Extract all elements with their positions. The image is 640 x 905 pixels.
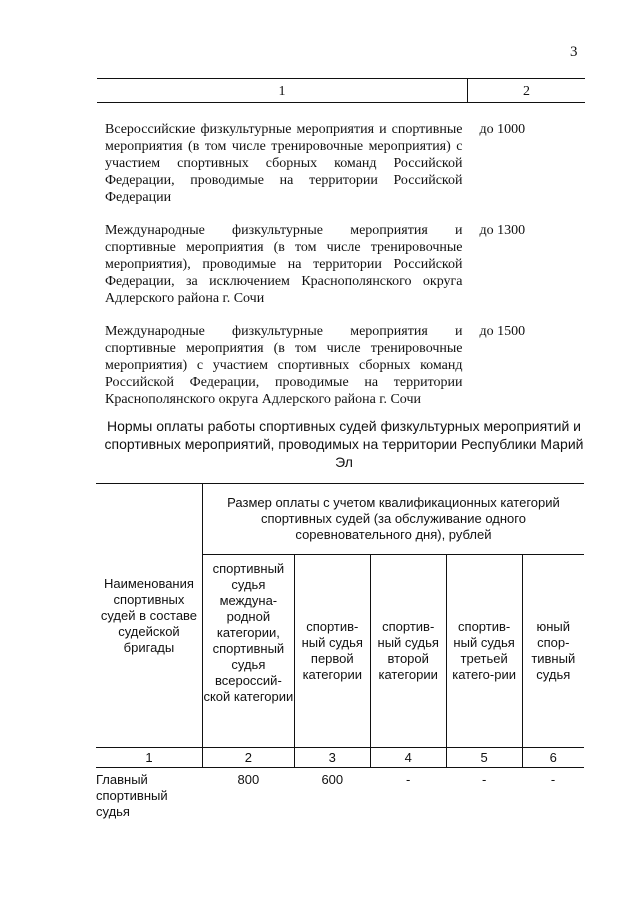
event-type-name: Международные физкультурные мероприятия и спортивные мероприятия (в том числе тренировочные мероприятия) с участием спортивных сборных команд Российской Федерации, проводимые на территории Краснополянского округа Адлерского района г. Сочи — [105, 324, 463, 407]
section-title: Нормы оплаты работы спортивных судей физкультурных мероприятий и спортивных мероприятий, проводимых на территории Республики Марий Эл — [104, 418, 584, 470]
event-type-value: до 1500 — [479, 324, 526, 339]
category-header-second: спортив-ный судья второй категории — [370, 555, 446, 748]
table-row — [96, 768, 584, 822]
column-number-row — [96, 748, 584, 768]
category-header-third: спортив-ный судья третьей катего-рии — [446, 555, 522, 748]
referee-name-header: Наименования спортивных судей в составе судейской бригады — [96, 484, 202, 748]
referee-rates-table — [96, 483, 584, 821]
category-header-first: спортив-ный судья первой категории — [294, 555, 370, 748]
rate-value: 800 — [237, 772, 260, 787]
column-number: 3 — [294, 748, 370, 768]
referee-role-name: Главный спортивный судья — [96, 772, 168, 819]
table-row — [97, 206, 585, 307]
column-number: 6 — [522, 748, 584, 768]
rate-value: - — [481, 772, 487, 787]
column-number: 2 — [202, 748, 294, 768]
column-number: 4 — [370, 748, 446, 768]
rate-value: - — [550, 772, 556, 787]
event-type-name: Всероссийские физкультурные мероприятия и спортивные мероприятия (в том числе тренировочные мероприятия) с участием спортивных сборных команд Российской Федерации, проводимые на территории Российской Федерации — [105, 122, 463, 205]
column-header-1: 1 — [97, 79, 468, 103]
event-type-value: до 1000 — [479, 122, 526, 137]
page-number: 3 — [570, 44, 578, 60]
event-type-value: до 1300 — [479, 223, 526, 238]
rate-value: 600 — [321, 772, 344, 787]
table-row — [97, 307, 585, 408]
category-header-international: спортивный судья междуна-родной категории, спортивный судья всероссий-ской категории — [202, 555, 294, 748]
event-type-name: Международные физкультурные мероприятия и спортивные мероприятия (в том числе тренировочные мероприятия), проводимые на территории Российской Федерации, за исключением Краснополянского округа Адлерского района г. Сочи — [105, 223, 463, 306]
column-header-2: 2 — [468, 79, 586, 103]
payment-group-header: Размер оплаты с учетом квалификационных категорий спортивных судей (за обслуживание одного соревновательного дня), рублей — [202, 484, 584, 555]
event-category-table — [97, 78, 585, 408]
column-number: 1 — [96, 748, 202, 768]
rate-value: - — [406, 772, 411, 787]
column-number: 5 — [446, 748, 522, 768]
table-row — [97, 103, 585, 207]
category-header-youth: юный спор-тивный судья — [522, 555, 584, 748]
